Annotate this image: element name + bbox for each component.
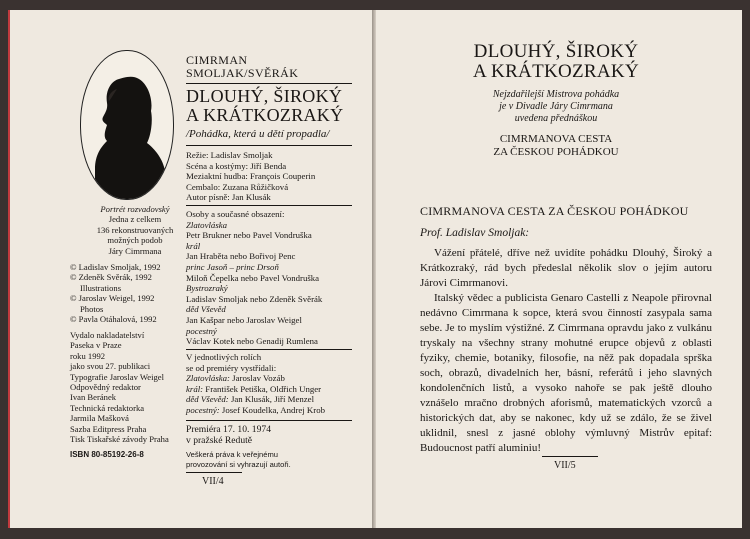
copyright-line: © Zdeněk Svěrák, 1992 [70,272,152,283]
cast-actors: Jan Kašpar nebo Jaroslav Weigel [186,314,302,325]
divider [186,205,352,206]
publisher-line: Jarmila Mašková [70,413,129,424]
credit-line: Meziaktní hudba: François Couperin [186,171,316,182]
premiere-date [186,424,372,446]
premiere-role: děd Vševěd: [186,394,229,405]
publisher-line: roku 1992 [70,350,106,361]
right-page [376,10,742,528]
book-subtitle: /Pohádka, která u dětí propadla/ [186,128,330,140]
copyright-line: © Jaroslav Weigel, 1992 [70,293,155,304]
divider [186,420,352,421]
title-line: A KRÁTKOZRAKÝ [473,61,639,82]
cast-role: princ Jasoň – princ Drsoň [186,261,279,272]
paragraph: Italský vědec a publicista Genaro Castelli z Neapole přirovnal nedávno Cimrmana k sopce, která svou činností zasypala sama sebe. Je to myslím výstižné. Z Cimrmana opravdu jako z vulkánu tryskaly na všechny strany mohutné erupce objevů z oblasti fyziky, chemie, botaniky, filosofie, na něž pak dopadala sprška soch, obrazů, divadelních her, básní, referátů i jeho slavných kondolenčních listů, a vysoko nahoře se pak ještě dlouho vznášelo mračno drobných aforismů, matematických vzorců a historických dat, aby se nakonec, kdy už se zdálo, že se živel uklidnil, snesl z jasné oblohy výmluvný Mistrův epitaf: Budoucnost patří aluminiu! [420,292,712,454]
premiere-heading-line: V jednotlivých rolích [186,352,262,362]
publisher-line: Paseka v Praze [70,340,122,351]
page-number-left: VII/4 [202,476,224,487]
premiere-actors: Jan Klusák, Jiří Menzel [228,394,315,405]
premiere-role: král: [186,383,204,394]
caption-line: Járy Cimrmana [108,245,162,256]
cast-role: děd Vševěd [186,304,226,315]
cast-role: Bystrozraký [186,283,228,294]
premiere-entry [186,373,372,384]
rights-notice [186,450,372,469]
rights-line: Veškerá práva k veřejnému [186,450,279,459]
premiere-cast [186,352,372,416]
credit-line: Autor písně: Jan Klusák [186,192,271,203]
cast-actors: Václav Kotek nebo Genadij Rumlena [186,336,318,347]
divider [542,456,598,457]
copyright-line: © Pavla Otáhalová, 1992 [70,314,157,325]
cast-list [186,209,372,347]
author-line: SMOLJAK/SVĚRÁK [186,66,299,80]
isbn: ISBN 80-85192-26-8 [70,450,144,460]
lecture-title [436,133,676,159]
subtitle-line: uvedena přednáškou [514,113,598,124]
rights-line: provozování si vyhrazují autoři. [186,459,291,469]
lecturer-name: Prof. Ladislav Smoljak: [420,227,530,239]
portrait-caption [80,204,190,256]
book-title [186,87,372,125]
premiere-entry [186,405,372,416]
caption-line: Portrét rozvadovský [100,204,170,214]
publisher-line: Technická redaktorka [70,402,145,413]
author-line: CIMRMAN [186,53,248,67]
cast-role: pocestný [186,325,217,336]
credit-line: Režie: Ladislav Smoljak [186,150,273,160]
cimrman-portrait-silhouette [80,50,174,200]
section-heading: CIMRMANOVA CESTA ZA ČESKOU POHÁDKOU [420,204,689,218]
subtitle-line: je v Divadle Járy Cimrmana [499,101,613,112]
cast-actors: Petr Brukner nebo Pavel Vondruška [186,230,312,241]
premiere-role: pocestný: [186,404,220,415]
copyright-block [70,262,180,324]
cast-actors: Ladislav Smoljak nebo Zdeněk Svěrák [186,293,323,304]
publisher-line: jako svou 27. publikaci [70,361,151,372]
right-book-title [446,42,666,82]
title-line: DLOUHÝ, ŠIROKÝ [186,86,343,106]
premiere-role: Zlatovláska: [186,373,230,384]
premiere-entry [186,384,372,395]
premiere-actors: Jaroslav Vozáb [229,373,285,384]
page-number-right: VII/5 [554,460,576,471]
credit-line: Scéna a kostýmy: Jiří Benda [186,160,287,171]
publisher-line: Ivan Beránek [70,392,117,403]
publisher-line: Sazba Editpress Praha [70,423,147,434]
premiere-heading-line: se od premiéry vystřídali: [186,362,277,373]
cast-role: král [186,240,201,251]
cast-role: Zlatovláska [186,219,228,230]
cast-actors: Jan Hraběta nebo Bořivoj Penc [186,251,296,262]
publisher-info [70,330,185,461]
copyright-line: Photos [80,303,104,314]
cast-heading: Osoby a současné obsazení: [186,209,285,219]
divider [186,145,352,146]
title-line: DLOUHÝ, ŠIROKÝ [473,41,639,62]
caption-line: Jedna z celkem [108,214,162,225]
premiere-date-line: Premiéra 17. 10. 1974 [186,424,271,435]
silhouette-image [81,51,173,199]
divider [186,472,242,473]
premiere-actors: Josef Koudelka, Andrej Krob [219,404,326,415]
cast-actors: Miloň Čepelka nebo Pavel Vondruška [186,272,320,283]
title-line: A KRÁTKOZRAKÝ [186,105,344,125]
publisher-line: Odpovědný redaktor [70,382,141,393]
premiere-actors: František Petiška, Oldřich Unger [203,383,322,394]
left-page [8,10,374,528]
premiere-date-line: v pražské Redutě [186,435,253,446]
credits [186,150,372,203]
caption-line: možných podob [107,235,163,246]
author-names [186,54,366,80]
paragraph: Vážení přátelé, dříve než uvidíte pohádku Dlouhý, Široký a Krátkozraký, rád bych předeslal několik slov o jejím autoru Járovi Cimrmanovi. [420,247,712,289]
divider [186,83,352,84]
right-subtitle [436,89,676,125]
copyright-line: Illustrations [80,282,122,293]
publisher-line: Typografie Jaroslav Weigel [70,371,165,382]
premiere-entry [186,394,372,405]
lecture-body [420,246,712,456]
divider [186,349,352,350]
copyright-line: © Ladislav Smoljak, 1992 [70,262,161,272]
caption-line: 136 rekonstruovaných [96,224,174,235]
publisher-line: Tisk Tiskařské závody Praha [70,434,169,445]
publisher-line: Vydalo nakladatelství [70,330,145,340]
lecture-title-line: CIMRMANOVA CESTA [499,133,613,145]
credit-line: Cembalo: Zuzana Růžičková [186,181,289,192]
subtitle-line: Nejzdařilejší Mistrova pohádka [492,89,620,100]
lecture-title-line: ZA ČESKOU POHÁDKOU [493,146,619,158]
